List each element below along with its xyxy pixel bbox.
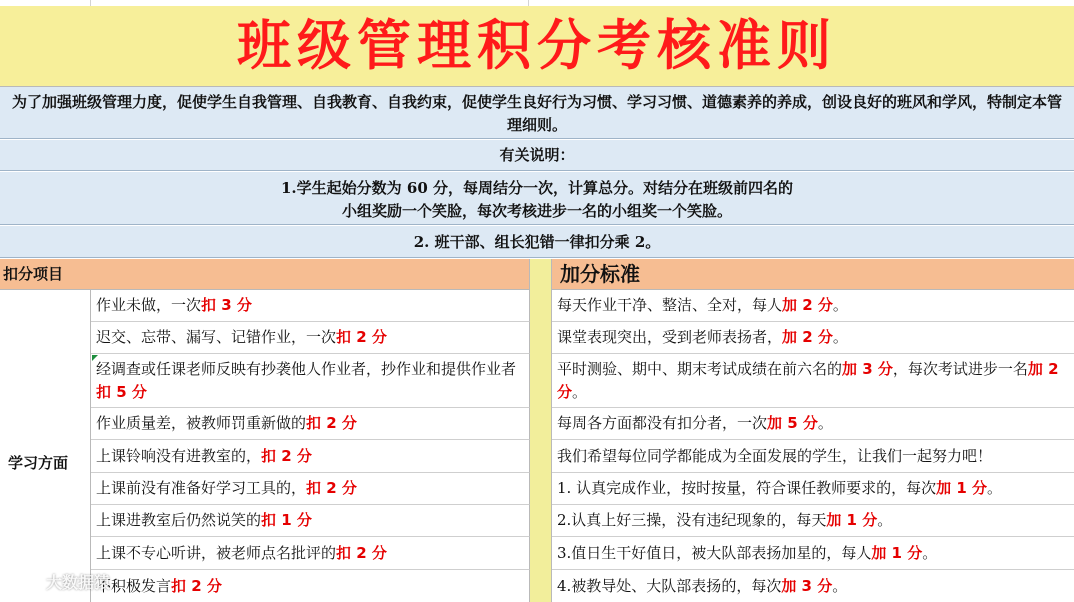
addition-text: 我们希望每位同学都能成为全面发展的学生，让我们一起努力吧！: [557, 446, 993, 465]
note-item-2: 2. 班干部、组长犯错一律扣分乘 2。: [0, 226, 1074, 258]
column-gap: [530, 259, 552, 602]
addition-row: [552, 537, 1074, 570]
addition-suffix: 。: [832, 296, 848, 314]
deduction-points: 扣 2 分: [336, 328, 387, 346]
addition-points: 加 1 分: [936, 479, 987, 497]
deduction-text: 作业未做，一次: [96, 296, 202, 314]
deduction-text: 上课前没有准备好学习工具的，: [96, 479, 307, 497]
note-item-1-line-1: 1.学生起始分数为 60 分，每周结分一次，计算总分。对结分在班级前四名的: [281, 179, 793, 197]
addition-row: [552, 505, 1074, 537]
notes-heading: 有关说明：: [0, 140, 1074, 171]
addition-points: 加 2 分: [782, 296, 833, 314]
addition-text: 平时测验、期中、期末考试成绩在前六名的: [557, 359, 843, 378]
deduction-text: 上课进教室后仍然说笑的: [96, 511, 262, 529]
page-title-banner: [0, 6, 1074, 87]
addition-points: 加 1 分: [826, 511, 878, 529]
addition-suffix: 。: [877, 511, 893, 529]
addition-text: 4.被教导处、大队部表扬的，每次: [557, 576, 782, 595]
deduction-text: 经调查或任课老师反映有抄袭他人作业者，抄作业和提供作业者: [96, 359, 517, 378]
addition-row: [552, 322, 1074, 354]
addition-text: 课堂表现突出，受到老师表扬者，: [557, 328, 783, 346]
addition-row: [552, 570, 1074, 602]
addition-row: [552, 473, 1074, 505]
addition-text: 3.值日生干好值日，被大队部表扬加星的，每人: [557, 543, 872, 562]
note-item-1-line-2: 小组奖励一个笑脸，每次考核进步一名的小组奖一个笑脸。: [341, 202, 732, 220]
addition-text: 2.认真上好三操，没有违纪现象的，每天: [557, 511, 827, 529]
addition-points: 加 5 分: [767, 414, 818, 432]
category-cell: [0, 290, 91, 602]
addition-points: 加 3 分: [781, 576, 833, 595]
deduction-row: [91, 473, 530, 505]
deduction-text: 不积极发言: [96, 576, 172, 595]
addition-text: 1. 认真完成作业，按时按量，符合课任教师要求的，每次: [557, 479, 937, 497]
addition-row: [552, 440, 1074, 473]
addition-suffix: 。: [986, 479, 1002, 497]
addition-suffix: 。: [572, 382, 588, 401]
deduction-row: [91, 440, 530, 473]
deduction-points: 扣 2 分: [306, 414, 357, 432]
watermark-text: 大数据猿: [46, 572, 111, 592]
addition-suffix: ，每次考试进步一名: [892, 359, 1028, 378]
addition-suffix: 。: [832, 328, 848, 346]
deduction-text: 上课铃响没有进教室的，: [96, 446, 262, 465]
deduction-row: [91, 537, 530, 570]
deduction-points: 扣 2 分: [306, 479, 357, 497]
addition-suffix: 。: [922, 543, 938, 562]
addition-row: [552, 354, 1074, 408]
deduction-points: 扣 1 分: [261, 511, 312, 529]
addition-text: 每天作业干净、整洁、全对，每人: [557, 296, 783, 314]
watermark-logo-icon: [10, 569, 40, 593]
deduction-text: 迟交、忘带、漏写、记错作业，一次: [96, 328, 337, 346]
addition-points: 加 1 分: [871, 543, 923, 562]
deduction-row: [91, 290, 530, 322]
addition-points: 加 3 分: [842, 359, 893, 378]
watermark: [10, 566, 110, 596]
deduction-text: 上课不专心听讲，被老师点名批评的: [96, 543, 337, 562]
deduction-text: 作业质量差，被教师罚重新做的: [96, 414, 307, 432]
deduction-row: [91, 505, 530, 537]
addition-row: [552, 408, 1074, 440]
deduct-header: 扣分项目: [0, 259, 530, 290]
intro-text: 为了加强班级管理力度，促使学生自我管理、自我教育、自我约束，促使学生良好行为习惯、学习习惯、道德素养的养成，创设良好的班风和学风，特制定本管理细则。: [0, 87, 1074, 139]
deduction-points: 扣 2 分: [171, 576, 222, 595]
note-item-1: [0, 172, 1074, 225]
deduction-row: [91, 354, 530, 408]
deduction-row: [91, 322, 530, 354]
deduction-points: 扣 2 分: [261, 446, 312, 465]
deduction-points: 扣 3 分: [201, 296, 252, 314]
deduction-row: [91, 570, 530, 602]
page-title: 班级管理积分考核准则: [237, 14, 837, 77]
addition-suffix: 。: [832, 576, 848, 595]
deduction-points: 扣 5 分: [96, 382, 147, 401]
deduction-points: 扣 2 分: [336, 543, 387, 562]
addition-suffix: 。: [817, 414, 833, 432]
addition-points: 加 2 分: [782, 328, 833, 346]
cell-comment-marker: [92, 355, 98, 361]
addition-row: [552, 290, 1074, 322]
deduction-row: [91, 408, 530, 440]
category-label: 学习方面: [8, 454, 69, 472]
addition-points: 加 2 分: [557, 359, 1059, 401]
addition-text: 每周各方面都没有扣分者，一次: [557, 414, 768, 432]
add-header: 加分标准: [552, 259, 1074, 290]
